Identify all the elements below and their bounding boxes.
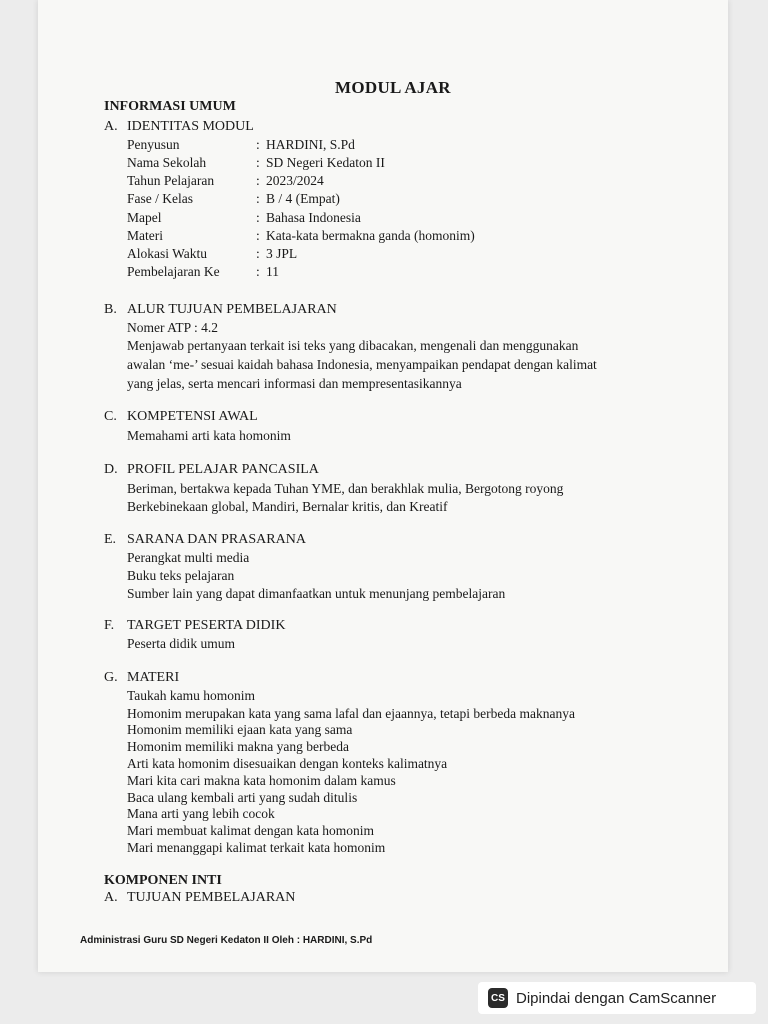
section-g-title: MATERI xyxy=(127,670,180,685)
section-f-title: TARGET PESERTA DIDIK xyxy=(127,618,286,633)
identity-value-materi: Kata-kata bermakna ganda (homonim) xyxy=(266,228,475,243)
section-b-title: ALUR TUJUAN PEMBELAJARAN xyxy=(127,302,337,317)
identity-label: Tahun Pelajaran xyxy=(127,173,215,188)
materi-line: Mari kita cari makna kata homonim dalam kamus xyxy=(127,773,396,788)
section-f-letter: F. xyxy=(104,618,115,633)
section-d-text-line: Beriman, bertakwa kepada Tuhan YME, dan berakhlak mulia, Bergotong royong xyxy=(127,481,564,496)
materi-line: Mari membuat kalimat dengan kata homonim xyxy=(127,823,375,838)
section-d-letter: D. xyxy=(104,462,118,477)
camscanner-logo-icon: CS xyxy=(488,988,508,1008)
materi-line: Homonim merupakan kata yang sama lafal dan ejaannya, tetapi berbeda maknanya xyxy=(127,706,575,721)
identity-label: Penyusun xyxy=(127,137,180,152)
heading-informasi-umum: INFORMASI UMUM xyxy=(104,99,236,114)
identity-value-tahun-pelajaran: 2023/2024 xyxy=(266,173,324,188)
section-f-text-line: Peserta didik umum xyxy=(127,636,235,651)
section-c-text-line: Memahami arti kata homonim xyxy=(127,428,291,443)
identity-value-fase-kelas: B / 4 (Empat) xyxy=(266,191,340,206)
identity-value-alokasi-waktu: 3 JPL xyxy=(266,246,298,261)
section-d-text-line: Berkebinekaan global, Mandiri, Bernalar kritis, dan Kreatif xyxy=(127,499,448,514)
identity-value-mapel: Bahasa Indonesia xyxy=(266,210,361,225)
section-e-text-line: Sumber lain yang dapat dimanfaatkan untuk menunjang pembelajaran xyxy=(127,586,506,601)
section-e-text-line: Perangkat multi media xyxy=(127,550,250,565)
identity-label: Pembelajaran Ke xyxy=(127,264,220,279)
page-footer: Administrasi Guru SD Negeri Kedaton II Oleh : HARDINI, S.Pd xyxy=(80,935,373,946)
identity-label: Nama Sekolah xyxy=(127,155,207,170)
section-e-title: SARANA DAN PRASARANA xyxy=(127,532,306,547)
camscanner-text: Dipindai dengan CamScanner xyxy=(516,989,717,1007)
identity-colon: : xyxy=(256,210,260,225)
materi-line: Arti kata homonim disesuaikan dengan konteks kalimatnya xyxy=(127,756,448,771)
materi-line: Baca ulang kembali arti yang sudah ditulis xyxy=(127,790,358,805)
section-c-title: KOMPETENSI AWAL xyxy=(127,409,258,424)
identity-value-nama-sekolah: SD Negeri Kedaton II xyxy=(266,155,385,170)
section-inti-a-letter: A. xyxy=(104,890,118,905)
heading-komponen-inti: KOMPONEN INTI xyxy=(104,873,222,888)
identity-colon: : xyxy=(256,191,260,206)
identity-colon: : xyxy=(256,137,260,152)
section-e-letter: E. xyxy=(104,532,117,547)
identity-value-pembelajaran-ke: 11 xyxy=(266,264,279,279)
section-inti-a-title: TUJUAN PEMBELAJARAN xyxy=(127,890,296,905)
identity-value-penyusun: HARDINI, S.Pd xyxy=(266,137,355,152)
identity-colon: : xyxy=(256,155,260,170)
section-a-title: IDENTITAS MODUL xyxy=(127,119,254,134)
identity-label: Materi xyxy=(127,228,163,243)
section-b-text-line: Menjawab pertanyaan terkait isi teks yang dibacakan, mengenali dan menggunakan xyxy=(127,338,579,353)
identity-label: Alokasi Waktu xyxy=(127,246,208,261)
section-b-letter: B. xyxy=(104,302,117,317)
atp-number: Nomer ATP : 4.2 xyxy=(127,320,218,335)
camscanner-watermark xyxy=(478,982,756,1014)
section-b-text-line: awalan ‘me-’ sesuai kaidah bahasa Indonesia, menyampaikan pendapat dengan kalimat xyxy=(127,357,597,372)
section-b-text-line: yang jelas, serta mencari informasi dan mempresentasikannya xyxy=(127,376,462,391)
materi-line: Taukah kamu homonim xyxy=(127,688,256,703)
section-e-text-line: Buku teks pelajaran xyxy=(127,568,235,583)
section-a-letter: A. xyxy=(104,119,118,134)
materi-line: Homonim memiliki makna yang berbeda xyxy=(127,739,349,754)
materi-line: Mari menanggapi kalimat terkait kata homonim xyxy=(127,840,386,855)
identity-label: Fase / Kelas xyxy=(127,191,193,206)
section-d-title: PROFIL PELAJAR PANCASILA xyxy=(127,462,319,477)
identity-colon: : xyxy=(256,228,260,243)
materi-line: Homonim memiliki ejaan kata yang sama xyxy=(127,722,353,737)
identity-colon: : xyxy=(256,173,260,188)
identity-label: Mapel xyxy=(127,210,162,225)
section-c-letter: C. xyxy=(104,409,117,424)
identity-colon: : xyxy=(256,264,260,279)
materi-line: Mana arti yang lebih cocok xyxy=(127,806,275,821)
section-g-letter: G. xyxy=(104,670,118,685)
identity-colon: : xyxy=(256,246,260,261)
document-title: MODUL AJAR xyxy=(335,78,451,97)
